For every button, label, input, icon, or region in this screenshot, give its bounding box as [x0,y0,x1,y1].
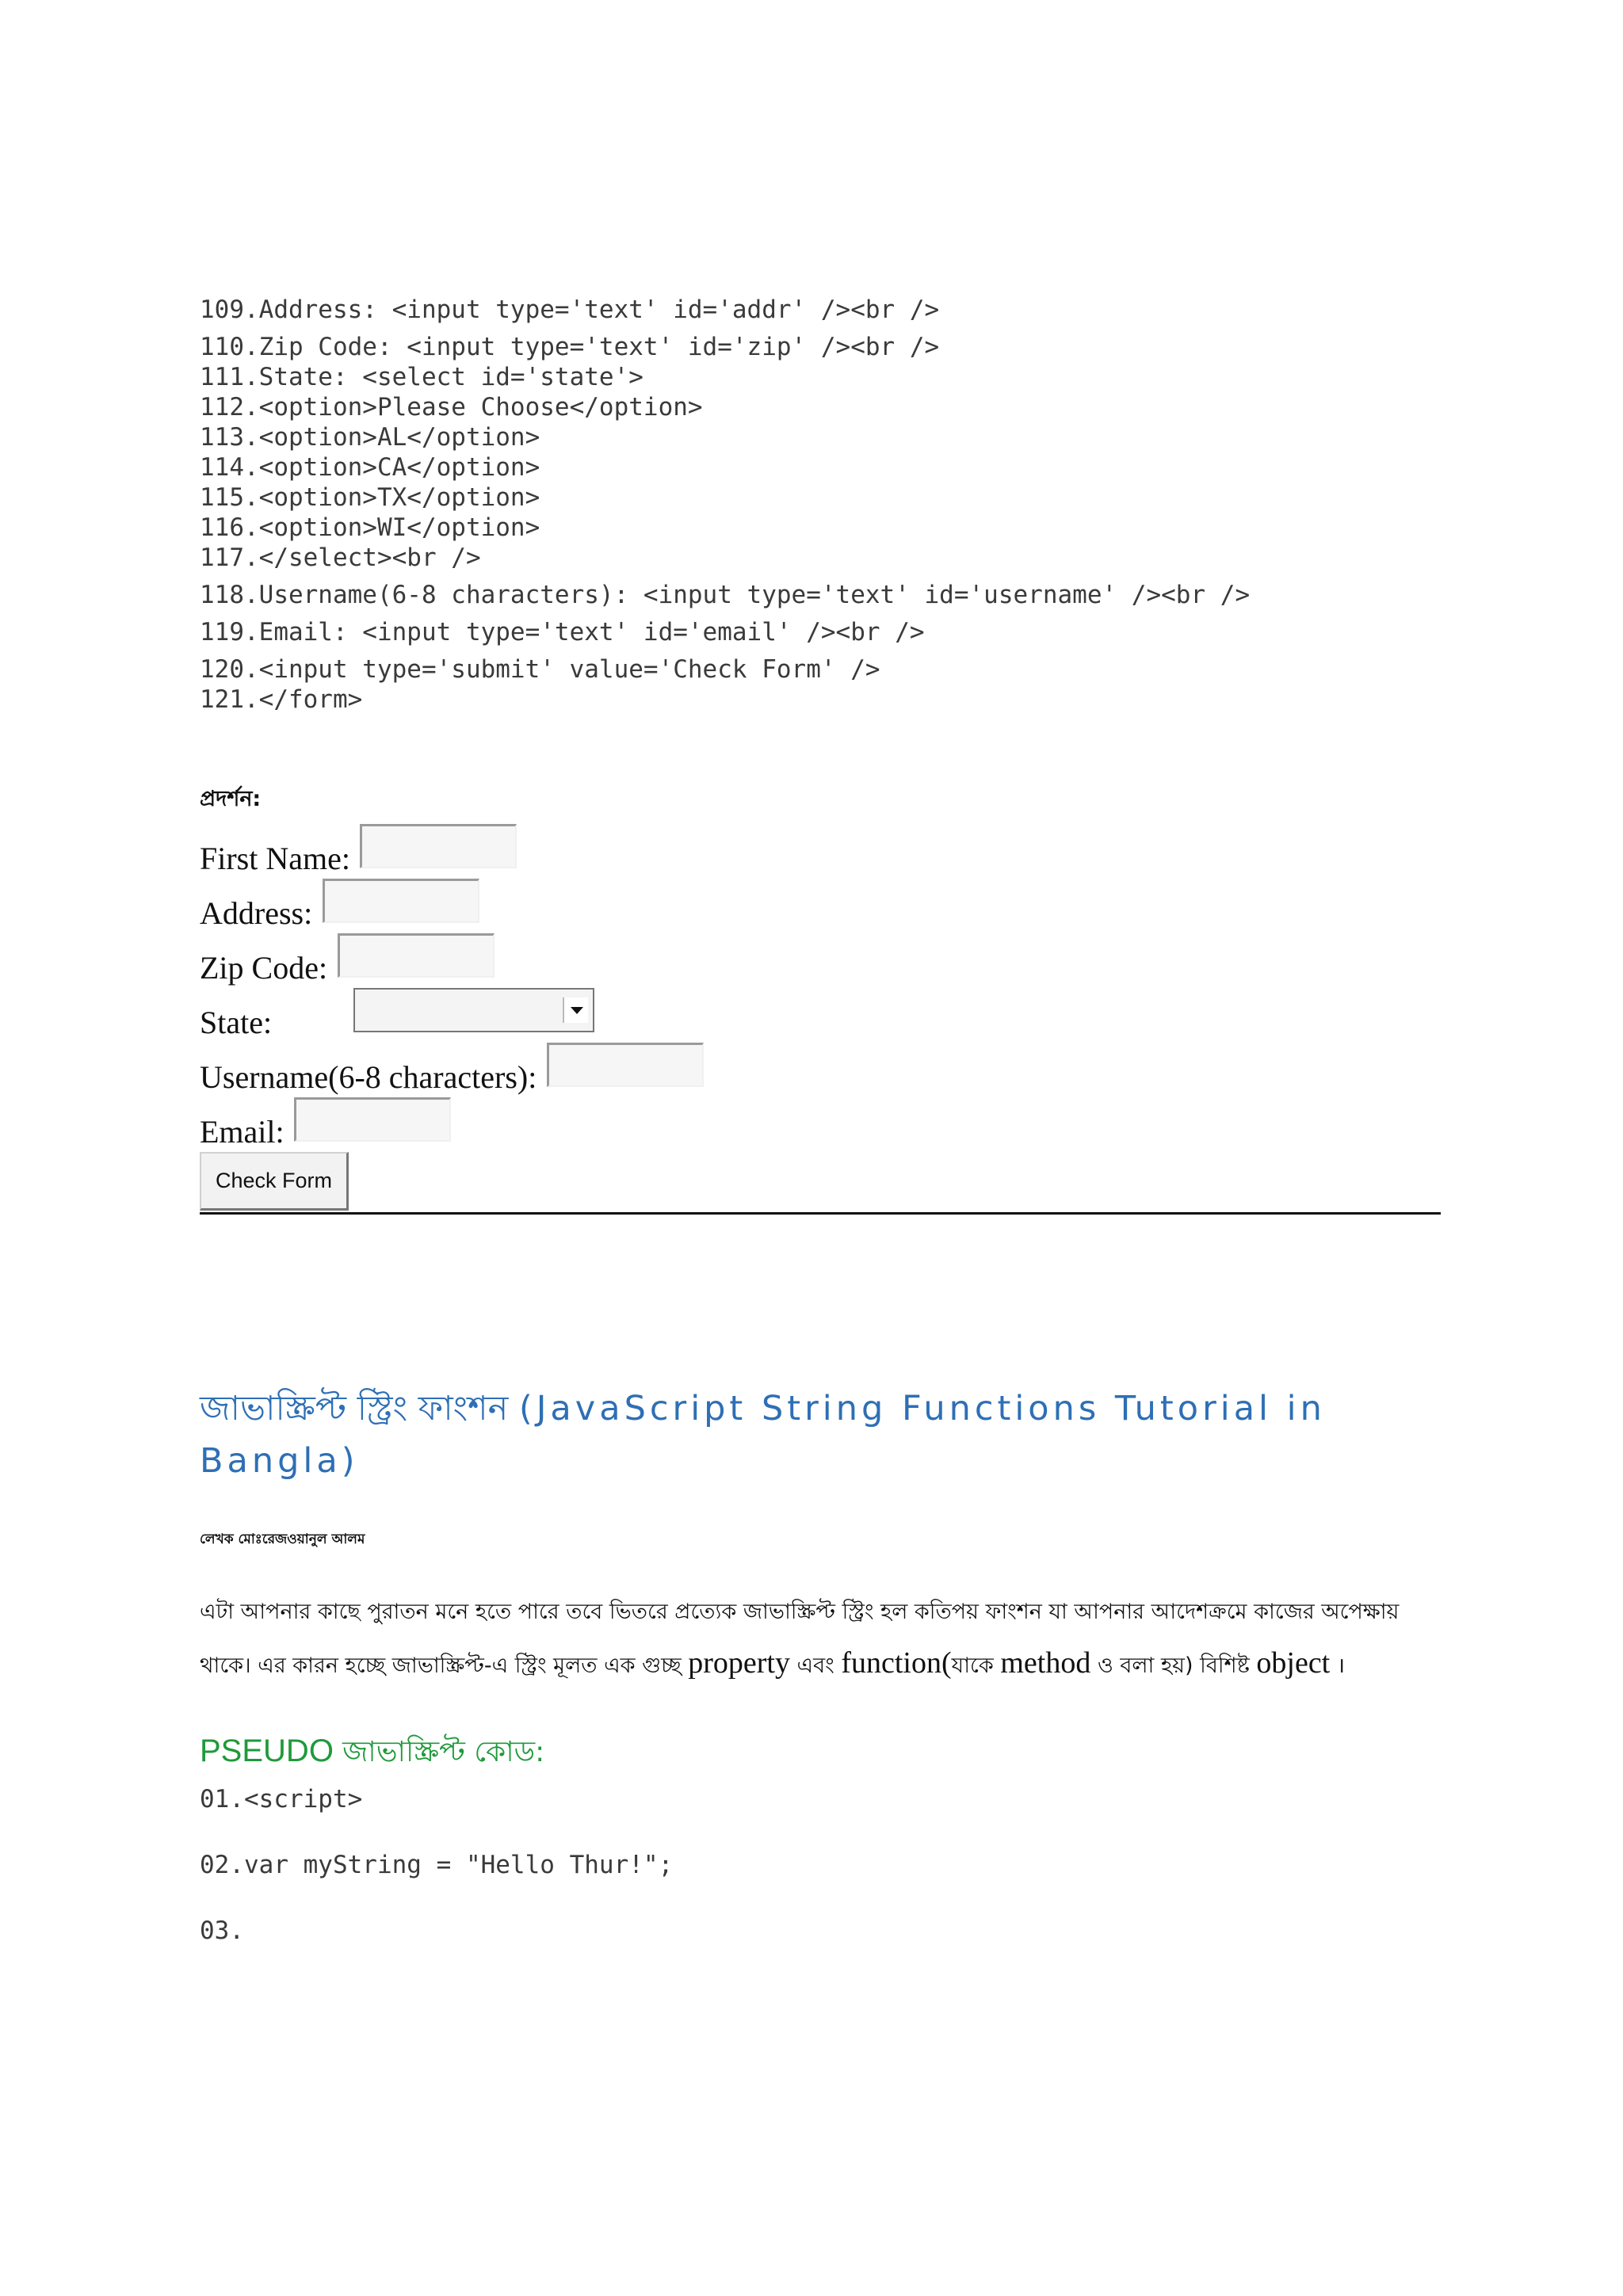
divider [200,1212,1441,1215]
username-label: Username(6-8 characters): [200,1059,537,1095]
email-label: Email: [200,1114,285,1150]
code-line: 111.State: <select id='state'> [200,363,643,391]
para-text: যাকে [951,1653,994,1678]
state-select[interactable] [353,988,594,1032]
section-heading [200,1383,1452,1487]
state-row [200,1004,272,1041]
address-label: Address: [200,895,313,931]
para-line-1: এটা আপনার কাছে পুরাতন মনে হতে পারে তবে ভিতরে প্রত্যেক জাভাস্ক্রিপ্ট স্ট্রিং হল কতিপয় ফাংশন যা আপনার আদেশক্রমে কাজের অপেক্ষায় [200,1600,1400,1624]
intro-paragraph [200,1587,1452,1691]
code-line: 118.Username(6-8 characters): <input type='text' id='username' /><br /> [200,581,1251,609]
code-line: 110.Zip Code: <input type='text' id='zip' /><br /> [200,333,940,361]
code-line: 114.<option>CA</option> [200,453,540,482]
email-row [200,1113,285,1150]
para-en: property [688,1646,790,1680]
heading-en: (JavaScript String Functions Tutorial in [518,1389,1326,1428]
code-line: 03. [200,1917,244,1945]
heading-bn: জাভাস্ক্রিপ্ট স্ট্রিং ফাংশন [200,1389,509,1428]
author-line: লেখক মোঃরেজওয়ানুল আলম [200,1531,365,1547]
pseudo-bn: জাভাস্ক্রিপ্ট কোড: [342,1736,545,1768]
para-text: ও বলা হয়) বিশিষ্ট [1097,1653,1250,1678]
code-line: 120.<input type='submit' value='Check Form' /> [200,655,880,684]
code-line: 01.<script> [200,1785,363,1814]
chevron-down-icon[interactable] [563,997,588,1023]
code-line: 02.var myString = "Hello Thur!"; [200,1851,674,1879]
para-text: থাকে। এর কারন হচ্ছে জাভাস্ক্রিপ্ট-এ স্ট্রিং মূলত এক গুচ্ছ [200,1653,682,1678]
para-text: এবং [796,1653,834,1678]
code-line: 112.<option>Please Choose</option> [200,393,703,421]
email-input[interactable] [294,1097,451,1142]
first-name-row [200,840,350,877]
pseudo-en: PSEUDO [200,1733,334,1768]
para-en: function( [841,1646,952,1680]
username-row [200,1058,537,1096]
address-input[interactable] [323,879,479,923]
first-name-label: First Name: [200,841,350,876]
code-line: 115.<option>TX</option> [200,483,540,512]
first-name-input[interactable] [360,824,517,868]
code-block-form [200,295,1468,715]
code-line: 109.Address: <input type='text' id='addr' /><br /> [200,296,940,324]
code-line: 113.<option>AL</option> [200,423,540,452]
code-line: 116.<option>WI</option> [200,513,540,542]
para-text: । [1336,1653,1346,1678]
code-line: 117.</select><br /> [200,543,481,572]
para-en: object [1256,1646,1331,1680]
code-line: 119.Email: <input type='text' id='email' /><br /> [200,618,925,646]
para-en: method [1000,1646,1091,1680]
state-label: State: [200,1005,273,1040]
heading-en-cont: Bangla) [200,1441,359,1481]
pseudo-heading [200,1730,544,1778]
demo-label: প্রদর্শন: [200,787,262,811]
zip-input[interactable] [338,933,495,978]
code-block-pseudo [200,1784,673,1946]
address-row [200,894,312,932]
check-form-button[interactable]: Check Form [200,1152,349,1211]
zip-label: Zip Code: [200,950,328,986]
username-input[interactable] [547,1043,704,1087]
code-line: 121.</form> [200,685,363,714]
zip-row [200,949,327,986]
